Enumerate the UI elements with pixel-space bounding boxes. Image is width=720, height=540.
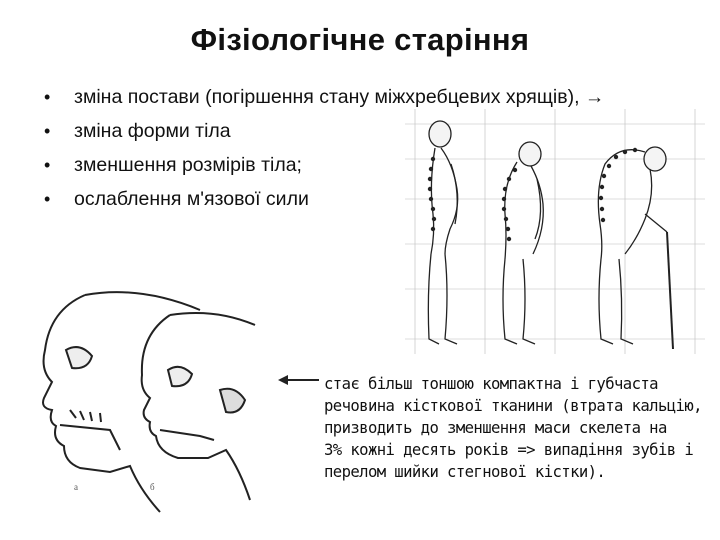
- note-line: речовина кісткової тканини (втрата кальцію,: [324, 397, 702, 415]
- skeleton-figure-upright: [428, 121, 457, 344]
- note-line: стає більш тоншою компактна і губчаста: [324, 375, 658, 393]
- note-line: перелом шийки стегнової кістки).: [324, 463, 606, 481]
- left-arrow-icon: [278, 373, 320, 387]
- aging-skull-profiles-illustration: [30, 290, 260, 520]
- note-line: призводить до зменшення маси скелета на: [324, 419, 667, 437]
- skeleton-figure-bent-with-cane: [598, 147, 673, 349]
- slide-title: Фізіологічне старіння: [190, 22, 530, 57]
- aging-skeletons-illustration: [405, 104, 705, 359]
- skeleton-figure-stooped: [503, 142, 543, 344]
- svg-text:б: б: [150, 482, 155, 492]
- spine-stooped: [502, 168, 517, 241]
- bullet-dot: •: [44, 155, 51, 175]
- bullet-text: зменшення розмірів тіла;: [74, 154, 302, 176]
- bullet-text: ослаблення м'язової сили: [74, 188, 309, 210]
- svg-text:a: a: [74, 482, 78, 492]
- skull-profile-aged: [142, 313, 255, 500]
- bullet-text: зміна форми тіла: [74, 120, 231, 142]
- bullet-dot: •: [44, 87, 51, 107]
- skull-profile-young: [43, 292, 200, 512]
- bullet-text: зміна постави (погіршення стану міжхребцевих хрящів), →: [74, 86, 605, 108]
- calcium-loss-note: [324, 373, 702, 483]
- note-line: 3% кожні десять років => випадіння зубів і: [324, 441, 694, 459]
- bullet-dot: •: [44, 189, 51, 209]
- bullet-dot: •: [44, 121, 51, 141]
